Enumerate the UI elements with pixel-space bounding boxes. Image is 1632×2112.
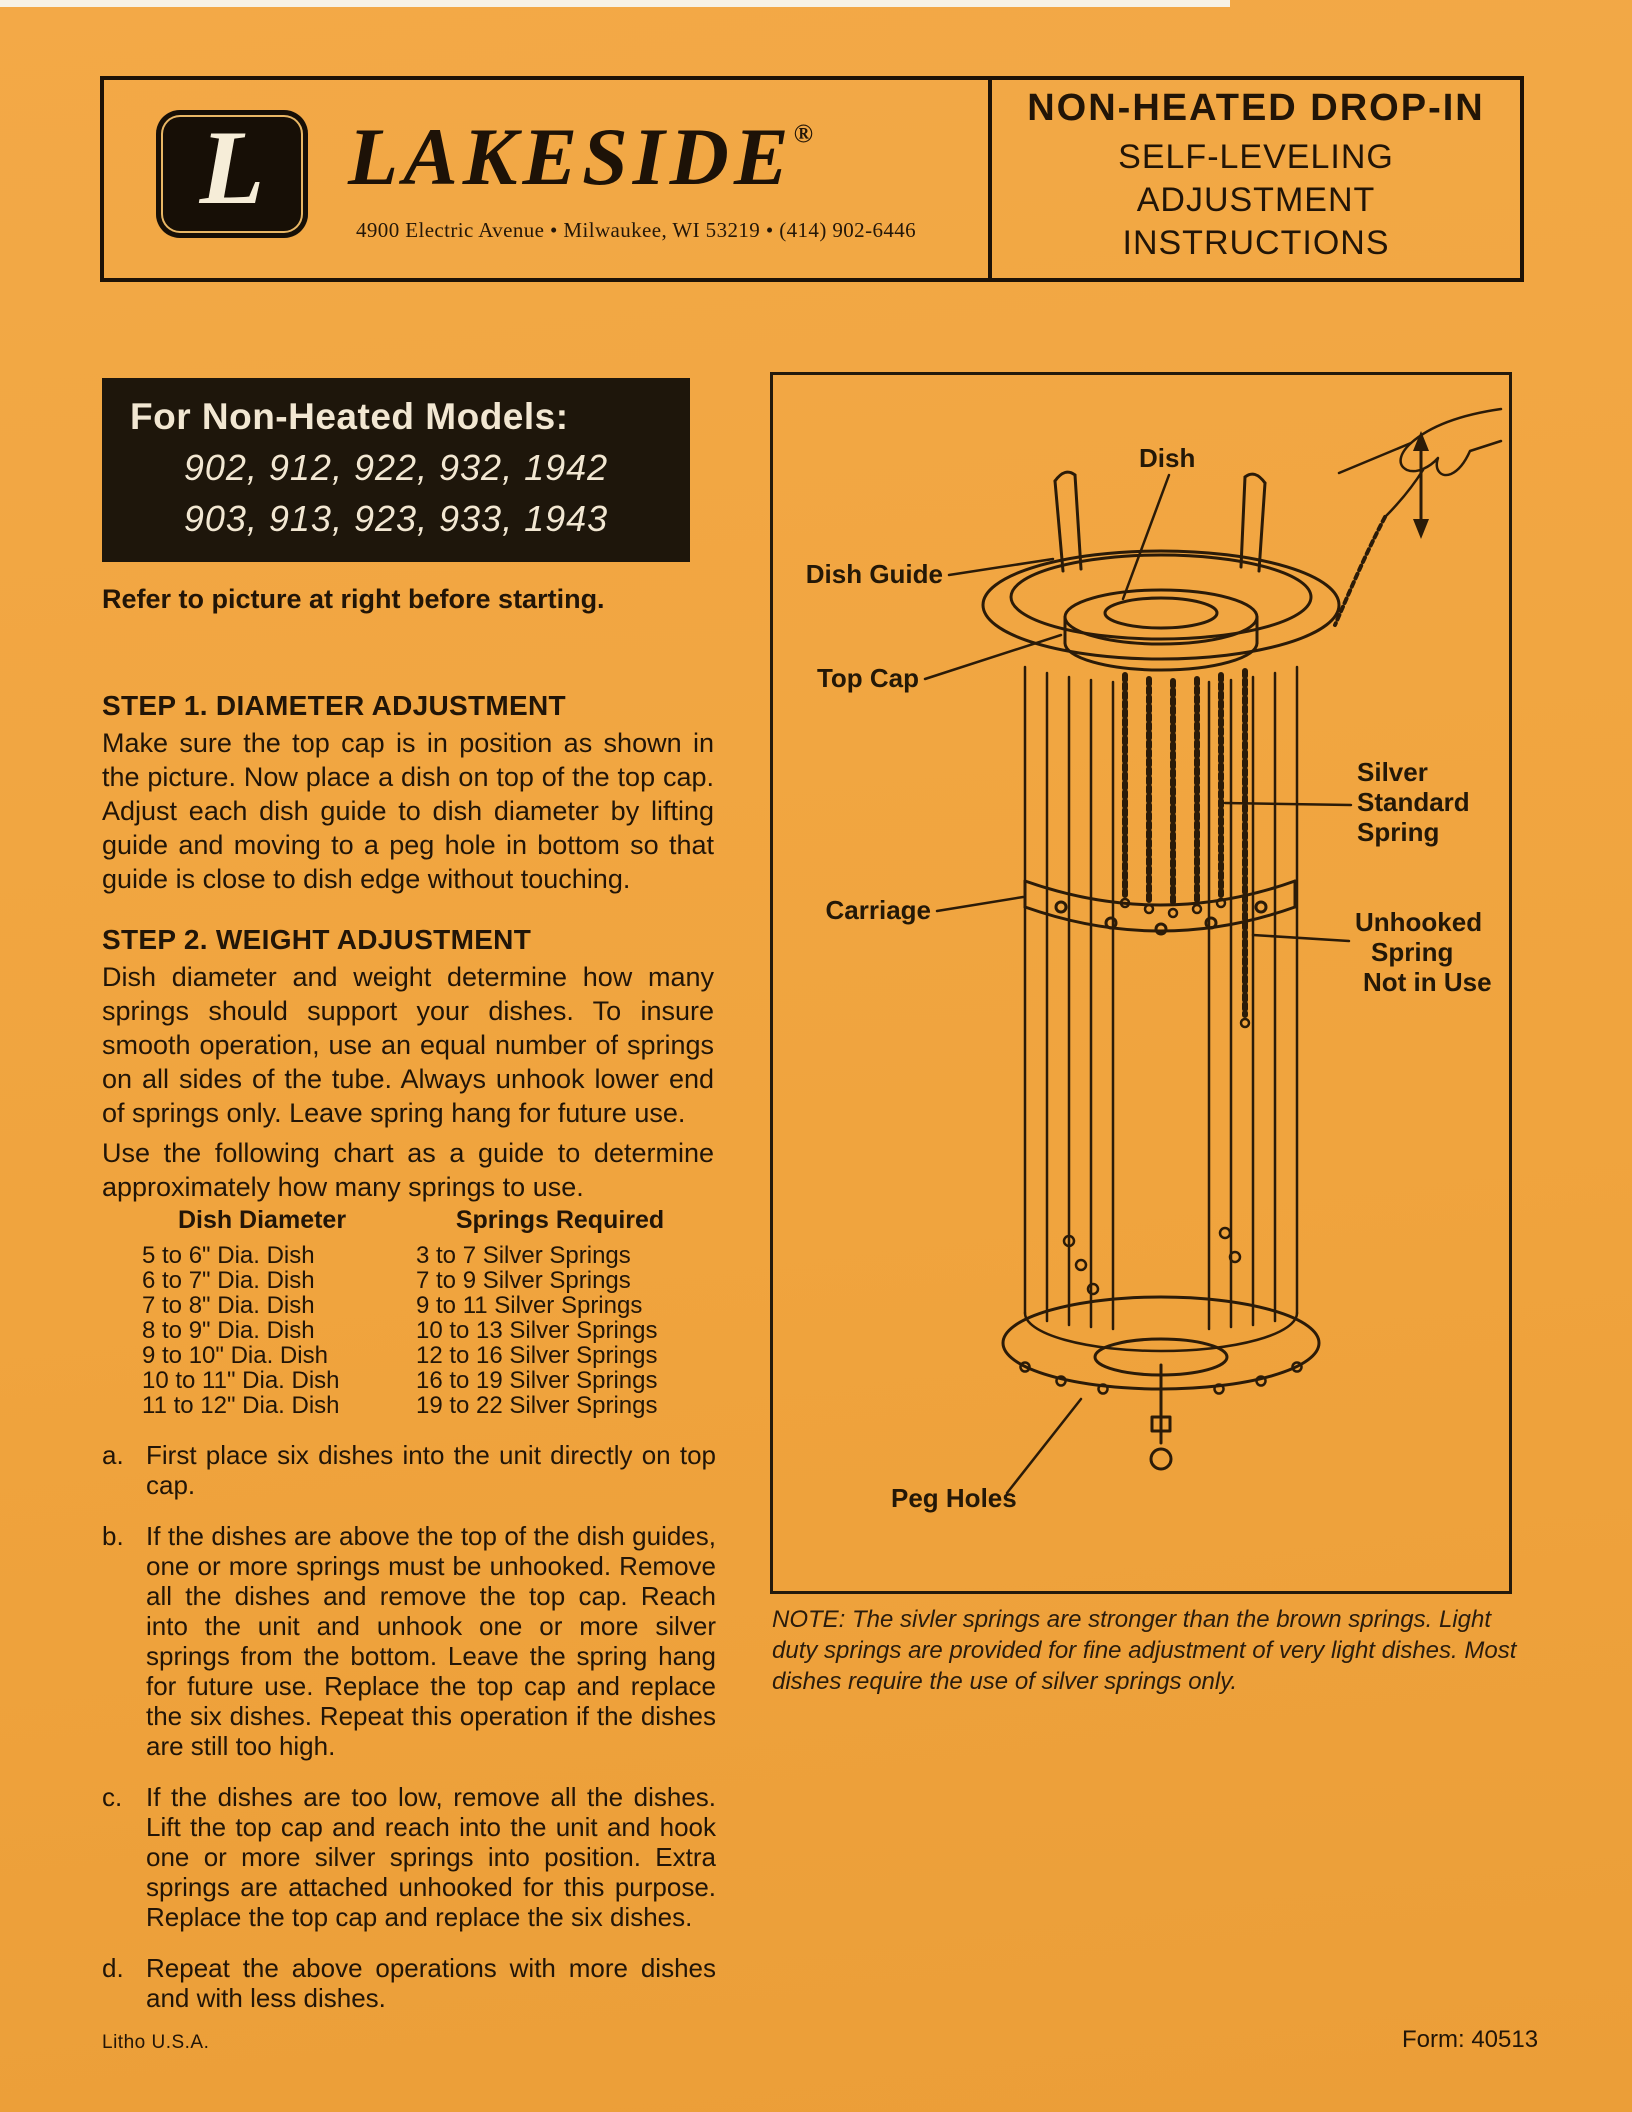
diagram-note: NOTE: The sivler springs are stronger than the brown springs. Light duty springs are provided for fine adjustment of very light dishes. Most dishes require the use of silver springs only.: [772, 1606, 1517, 1695]
title-line-4: INSTRUCTIONS: [1122, 224, 1390, 262]
spring-chart-table: [128, 1208, 710, 1418]
table-cell: 19 to 22 Silver Springs: [416, 1392, 658, 1419]
table-cell: 16 to 19 Silver Springs: [416, 1367, 658, 1394]
item-label: c.: [102, 1782, 123, 1812]
title-line-3: ADJUSTMENT: [1136, 181, 1376, 219]
label-dish-guide: Dish Guide: [805, 559, 943, 589]
unhooked-spring-hook: [1241, 1019, 1249, 1027]
registered-trademark: ®: [793, 119, 814, 148]
refer-note: Refer to picture at right before starting.: [102, 584, 605, 614]
models-line-1: 902, 912, 922, 932, 1942: [183, 447, 609, 488]
header-brand-panel: [104, 80, 992, 278]
list-item-b: [102, 1521, 716, 1761]
step1-body: Make sure the top cap is in position as shown in the picture. Now place a dish on top of the top cap. Adjust each dish guide to dish diameter by lifting guide and moving to a peg hole in bottom so that guide is close to dish edge without touching.: [102, 728, 714, 894]
label-peg-holes: Peg Holes: [891, 1483, 1017, 1513]
lakeside-logo: [156, 110, 308, 238]
label-dish: Dish: [1139, 443, 1196, 473]
table-cell: 12 to 16 Silver Springs: [416, 1342, 658, 1369]
carriage-band: [1025, 881, 1295, 934]
updown-arrow-icon: [1413, 431, 1429, 539]
brand-row: [348, 110, 813, 204]
scan-edge: [0, 0, 1230, 7]
document-title-block: [992, 80, 1520, 278]
table-cell: 5 to 6" Dia. Dish: [142, 1242, 315, 1269]
brand-name: LAKESIDE: [348, 111, 794, 202]
diagram-box: [770, 372, 1512, 1594]
table-cell: 11 to 12" Dia. Dish: [142, 1392, 340, 1419]
table-cell: 6 to 7" Dia. Dish: [142, 1267, 315, 1294]
label-silver-spring-3: Spring: [1357, 817, 1440, 847]
title-line-2: SELF-LEVELING: [1118, 138, 1394, 176]
step2-heading: STEP 2. WEIGHT ADJUSTMENT: [102, 924, 532, 955]
column-header-springs: Springs Required: [455, 1206, 665, 1234]
item-label: d.: [102, 1953, 124, 1983]
table-cell: 9 to 10" Dia. Dish: [142, 1342, 328, 1369]
dish-shape: [1105, 598, 1217, 628]
step2-body: Dish diameter and weight determine how many springs should support your dishes. To insure smooth operation, use an equal number of springs on all sides of the tube. Always unhook lower end of springs only. Leave spring hang for future use.: [102, 962, 714, 1128]
label-carriage: Carriage: [825, 895, 931, 925]
list-item-a: [102, 1440, 716, 1500]
label-top-cap: Top Cap: [816, 663, 919, 693]
models-line-2: 903, 913, 923, 933, 1943: [183, 498, 609, 539]
company-address: 4900 Electric Avenue • Milwaukee, WI 53219 • (414) 902-6446: [356, 218, 917, 242]
column-header-diameter: Dish Diameter: [177, 1206, 347, 1234]
item-text: If the dishes are above the top of the dish guides, one or more springs must be unhooked. Remove all the dishes and remove the top cap. Reach into the unit and unhook one or more silver springs from the bottom. Leave the spring hang for future use. Replace the top cap and replace the six dishes. Repeat this operation if the dishes are still too high.: [146, 1521, 716, 1761]
table-cell: 8 to 9" Dia. Dish: [142, 1317, 315, 1344]
item-text: If the dishes are too low, remove all the dishes. Lift the top cap and reach into the unit and hook one or more silver springs into position. Extra springs are attached unhooked for this purpose. Replace the top cap and replace the six dishes.: [146, 1782, 716, 1932]
table-cell: 10 to 13 Silver Springs: [416, 1317, 658, 1344]
models-heading: For Non-Heated Models:: [130, 396, 569, 437]
label-silver-spring-2: Standard: [1357, 787, 1470, 817]
litho-note: Litho U.S.A.: [102, 2032, 210, 2053]
title-line-1: NON-HEATED DROP-IN: [1027, 87, 1485, 129]
header: [100, 76, 1524, 282]
label-unhooked-3: Not in Use: [1363, 967, 1492, 997]
table-cell: 7 to 8" Dia. Dish: [142, 1292, 315, 1319]
chart-intro: Use the following chart as a guide to determine approximately how many springs to use.: [102, 1138, 714, 1202]
form-number: Form: 40513: [1402, 2026, 1539, 2053]
item-label: b.: [102, 1521, 124, 1551]
table-cell: 9 to 11 Silver Springs: [416, 1292, 643, 1319]
table-cell: 10 to 11" Dia. Dish: [142, 1367, 340, 1394]
item-label: a.: [102, 1440, 124, 1470]
step1-heading: STEP 1. DIAMETER ADJUSTMENT: [102, 690, 566, 721]
label-silver-spring-1: Silver: [1357, 757, 1428, 787]
list-item-d: [102, 1953, 716, 2013]
dispenser-illustration: [773, 375, 1503, 1585]
table-cell: 7 to 9 Silver Springs: [416, 1267, 631, 1294]
item-text: First place six dishes into the unit directly on top cap.: [146, 1440, 716, 1500]
models-box: [102, 378, 690, 562]
item-text: Repeat the above operations with more dishes and with less dishes.: [146, 1953, 716, 2013]
table-cell: 3 to 7 Silver Springs: [416, 1242, 631, 1269]
label-unhooked-1: Unhooked: [1355, 907, 1483, 937]
bottom-stem: [1151, 1365, 1171, 1469]
silver-springs: [1125, 675, 1221, 905]
list-item-c: [102, 1782, 716, 1932]
tube-body: [1025, 667, 1297, 1351]
instruction-list: [102, 1440, 716, 2034]
label-unhooked-2: Spring: [1371, 937, 1454, 967]
logo-letter: L: [199, 109, 265, 226]
